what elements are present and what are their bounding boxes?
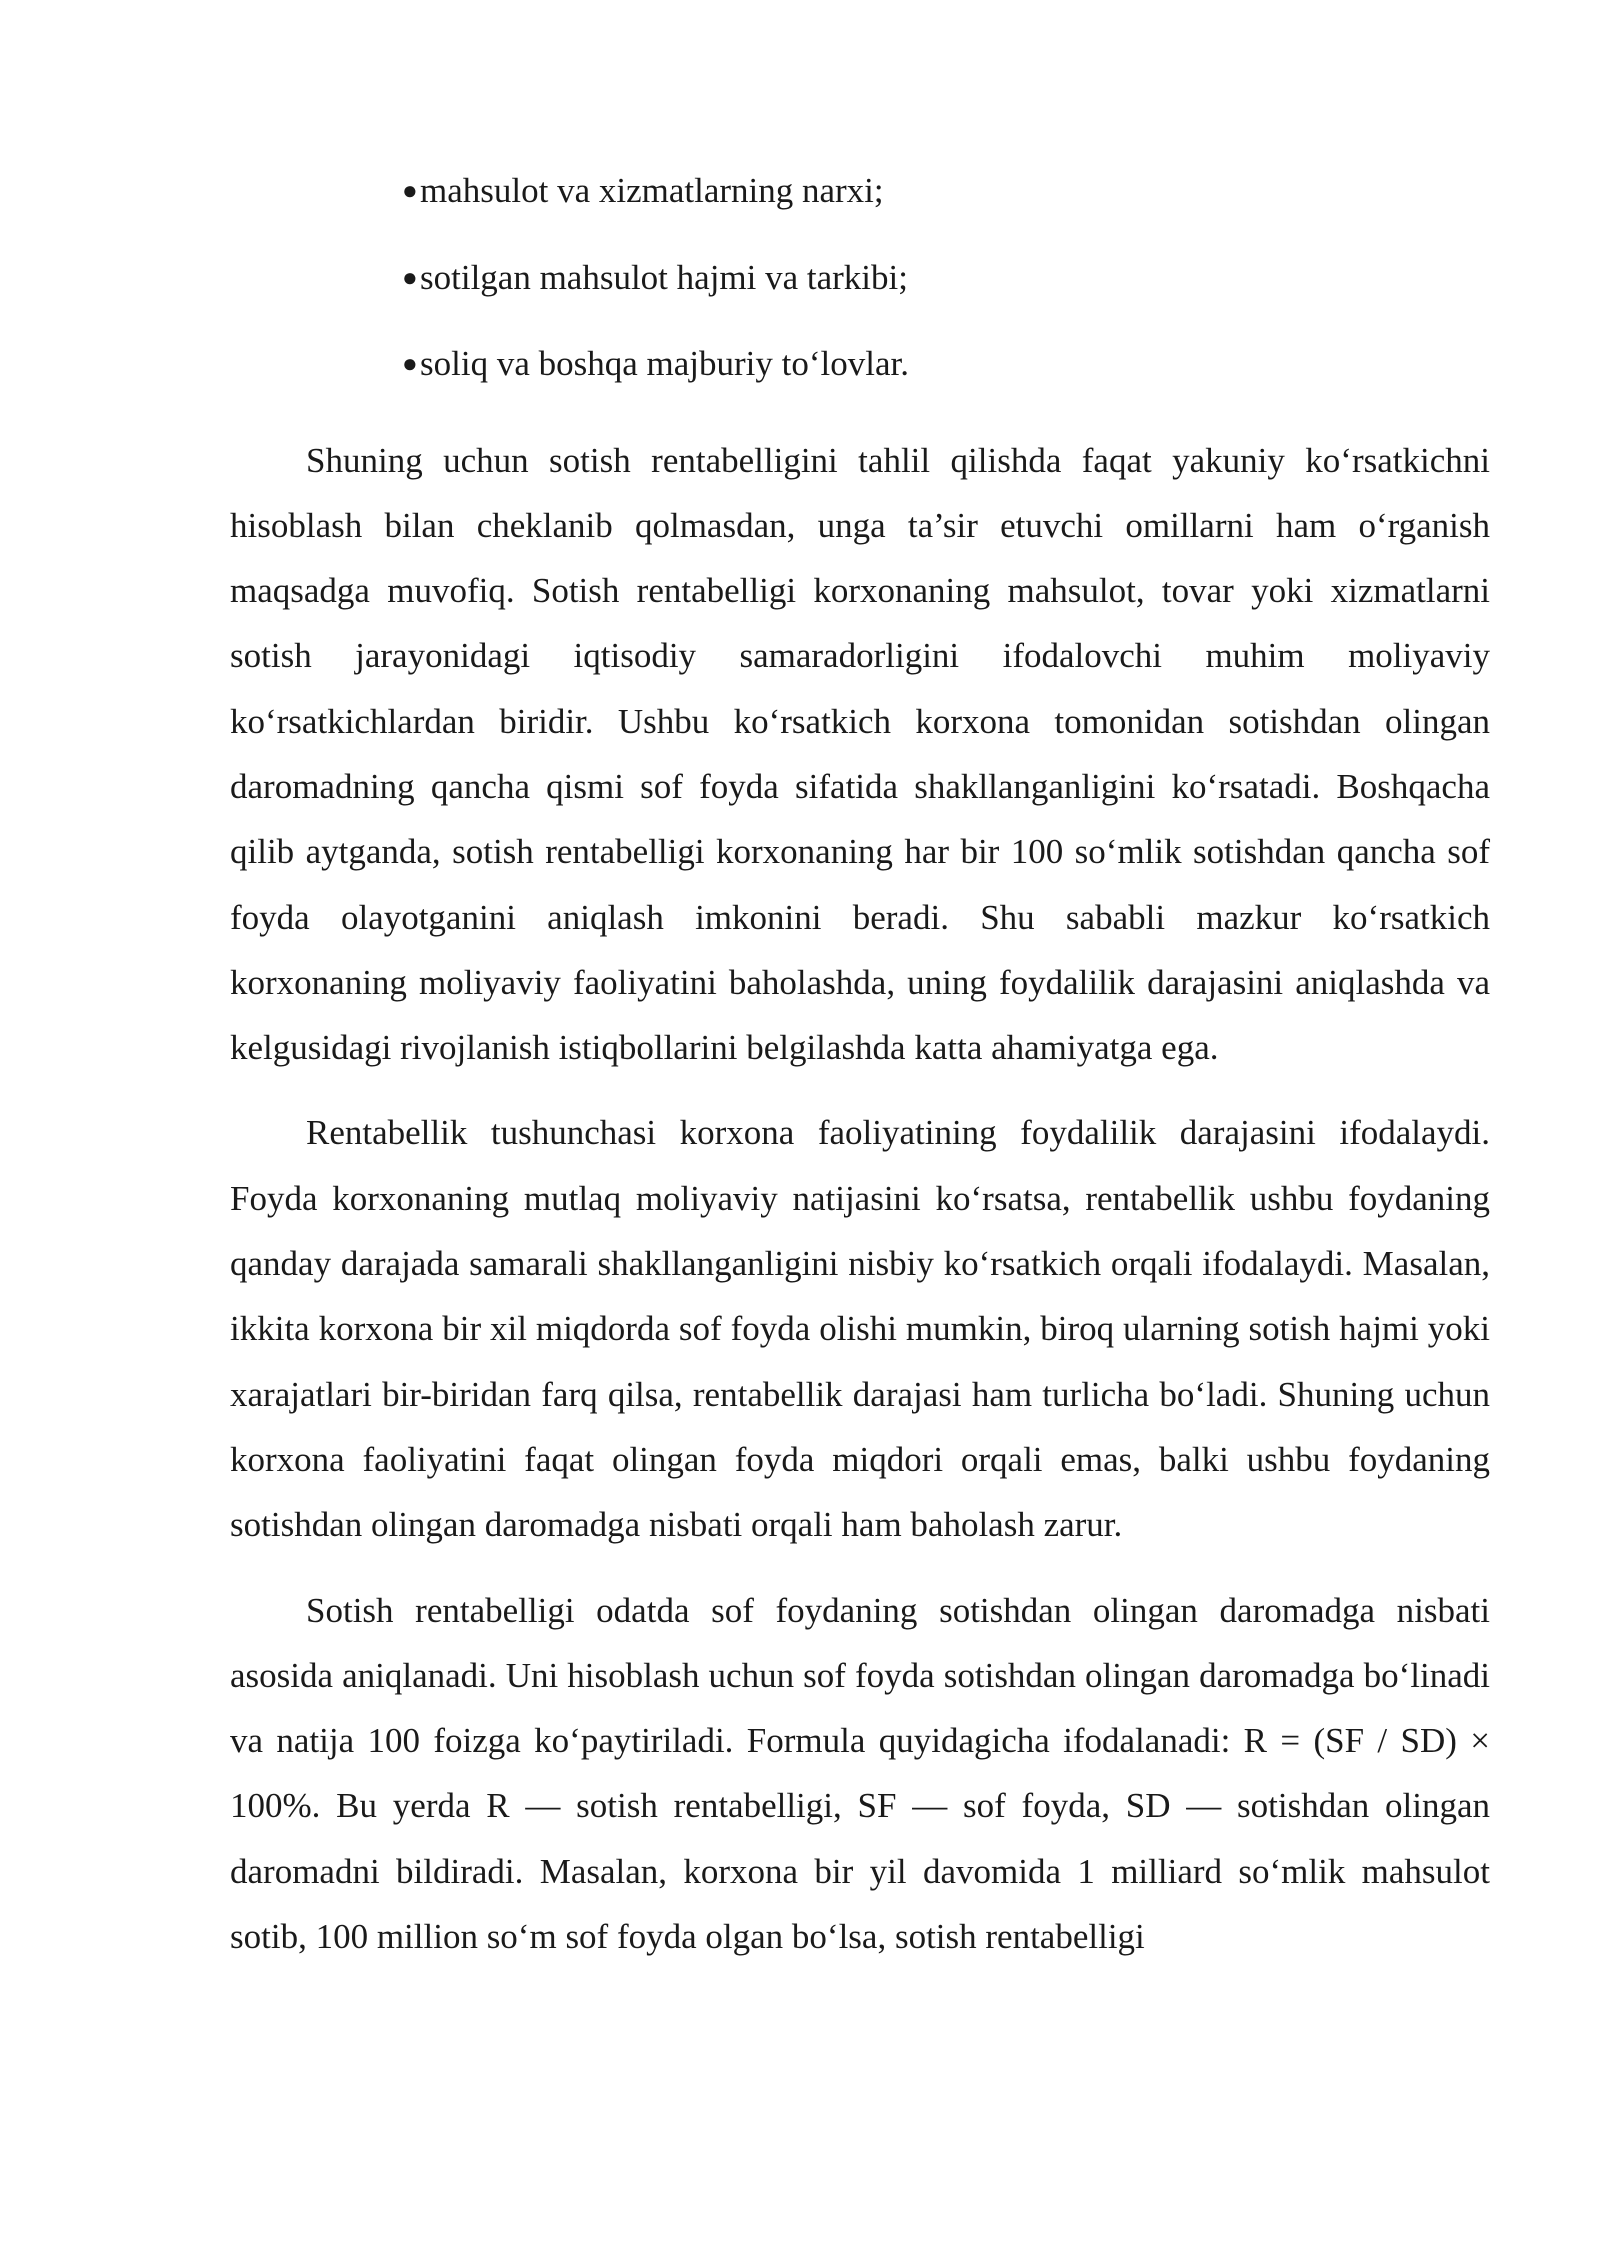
bullet-icon: ●: [402, 176, 418, 205]
paragraph-profitability-formula: Sotish rentabelligi odatda sof foydaning sotishdan olingan daromadga nisbati asosida aniqlanadi. Uni hisoblash uchun sof foyda sotishdan olingan daromadga bo‘linadi va natija 100 foizga ko‘paytiriladi. Formula quyidagicha ifodalanadi: R = (SF / SD) × 100%. Bu yerda R — sotish rentabelligi, SF — sof foyda, SD — sotishdan olingan daromadni bildiradi. Masalan, korxona bir yil davomida 1 milliard so‘mlik mahsulot sotib, 100 million so‘m sof foyda olgan bo‘lsa, sotish rentabelligi: [230, 1590, 1490, 1957]
paragraph-sales-profitability-importance: Shuning uchun sotish rentabelligini tahlil qilishda faqat yakuniy ko‘rsatkichni hisoblash bilan cheklanib qolmasdan, unga ta’sir etuvchi omillarni ham o‘rganish maqsadga muvofiq. Sotish rentabelligi korxonaning mahsulot, tovar yoki xizmatlarni sotish jarayonidagi iqtisodiy samaradorligini ifodalovchi muhim moliyaviy ko‘rsatkichlardan biridir. Ushbu ko‘rsatkich korxona tomonidan sotishdan olingan daromadning qancha qismi sof foyda sifatida shakllanganligini ko‘rsatadi. Boshqacha qilib aytganda, sotish rentabelligi korxonaning har bir 100 so‘mlik sotishdan qancha sof foyda olayotganini aniqlash imkonini beradi. Shu sababli mazkur ko‘rsatkich korxonaning moliyaviy faoliyatini baholashda, uning foydalilik darajasini aniqlashda va kelgusidagi rivojlanish istiqbollarini belgilashda katta ahamiyatga ega.: [230, 440, 1490, 1068]
bullet-text: soliq va boshqa majburiy to‘lovlar.: [420, 344, 909, 383]
bullet-list: [230, 148, 1490, 408]
bullet-text: mahsulot va xizmatlarning narxi;: [420, 171, 884, 210]
bullet-text: sotilgan mahsulot hajmi va tarkibi;: [420, 257, 908, 297]
bullet-icon: ●: [402, 349, 418, 378]
bullet-icon: ●: [402, 262, 418, 292]
paragraph-profitability-concept: Rentabellik tushunchasi korxona faoliyatining foydalilik darajasini ifodalaydi. Foyda korxonaning mutlaq moliyaviy natijasini ko‘rsatsa, rentabellik ushbu foydaning qanday darajada samarali shakllanganligini nisbiy ko‘rsatkich orqali ifodalaydi. Masalan, ikkita korxona bir xil miqdorda sof foyda olishi mumkin, biroq ularning sotish hajmi yoki xarajatlari bir-biridan farq qilsa, rentabellik darajasi ham turlicha bo‘ladi. Shuning uchun korxona faoliyatini faqat olingan foyda miqdori orqali emas, balki ushbu foydaning sotishdan olingan daromadga nisbati orqali ham baholash zarur.: [230, 1113, 1490, 1545]
document-body: [230, 148, 1490, 1989]
bullet-item: [230, 148, 1490, 235]
bullet-item: [230, 321, 1490, 408]
bullet-item: [230, 235, 1490, 322]
